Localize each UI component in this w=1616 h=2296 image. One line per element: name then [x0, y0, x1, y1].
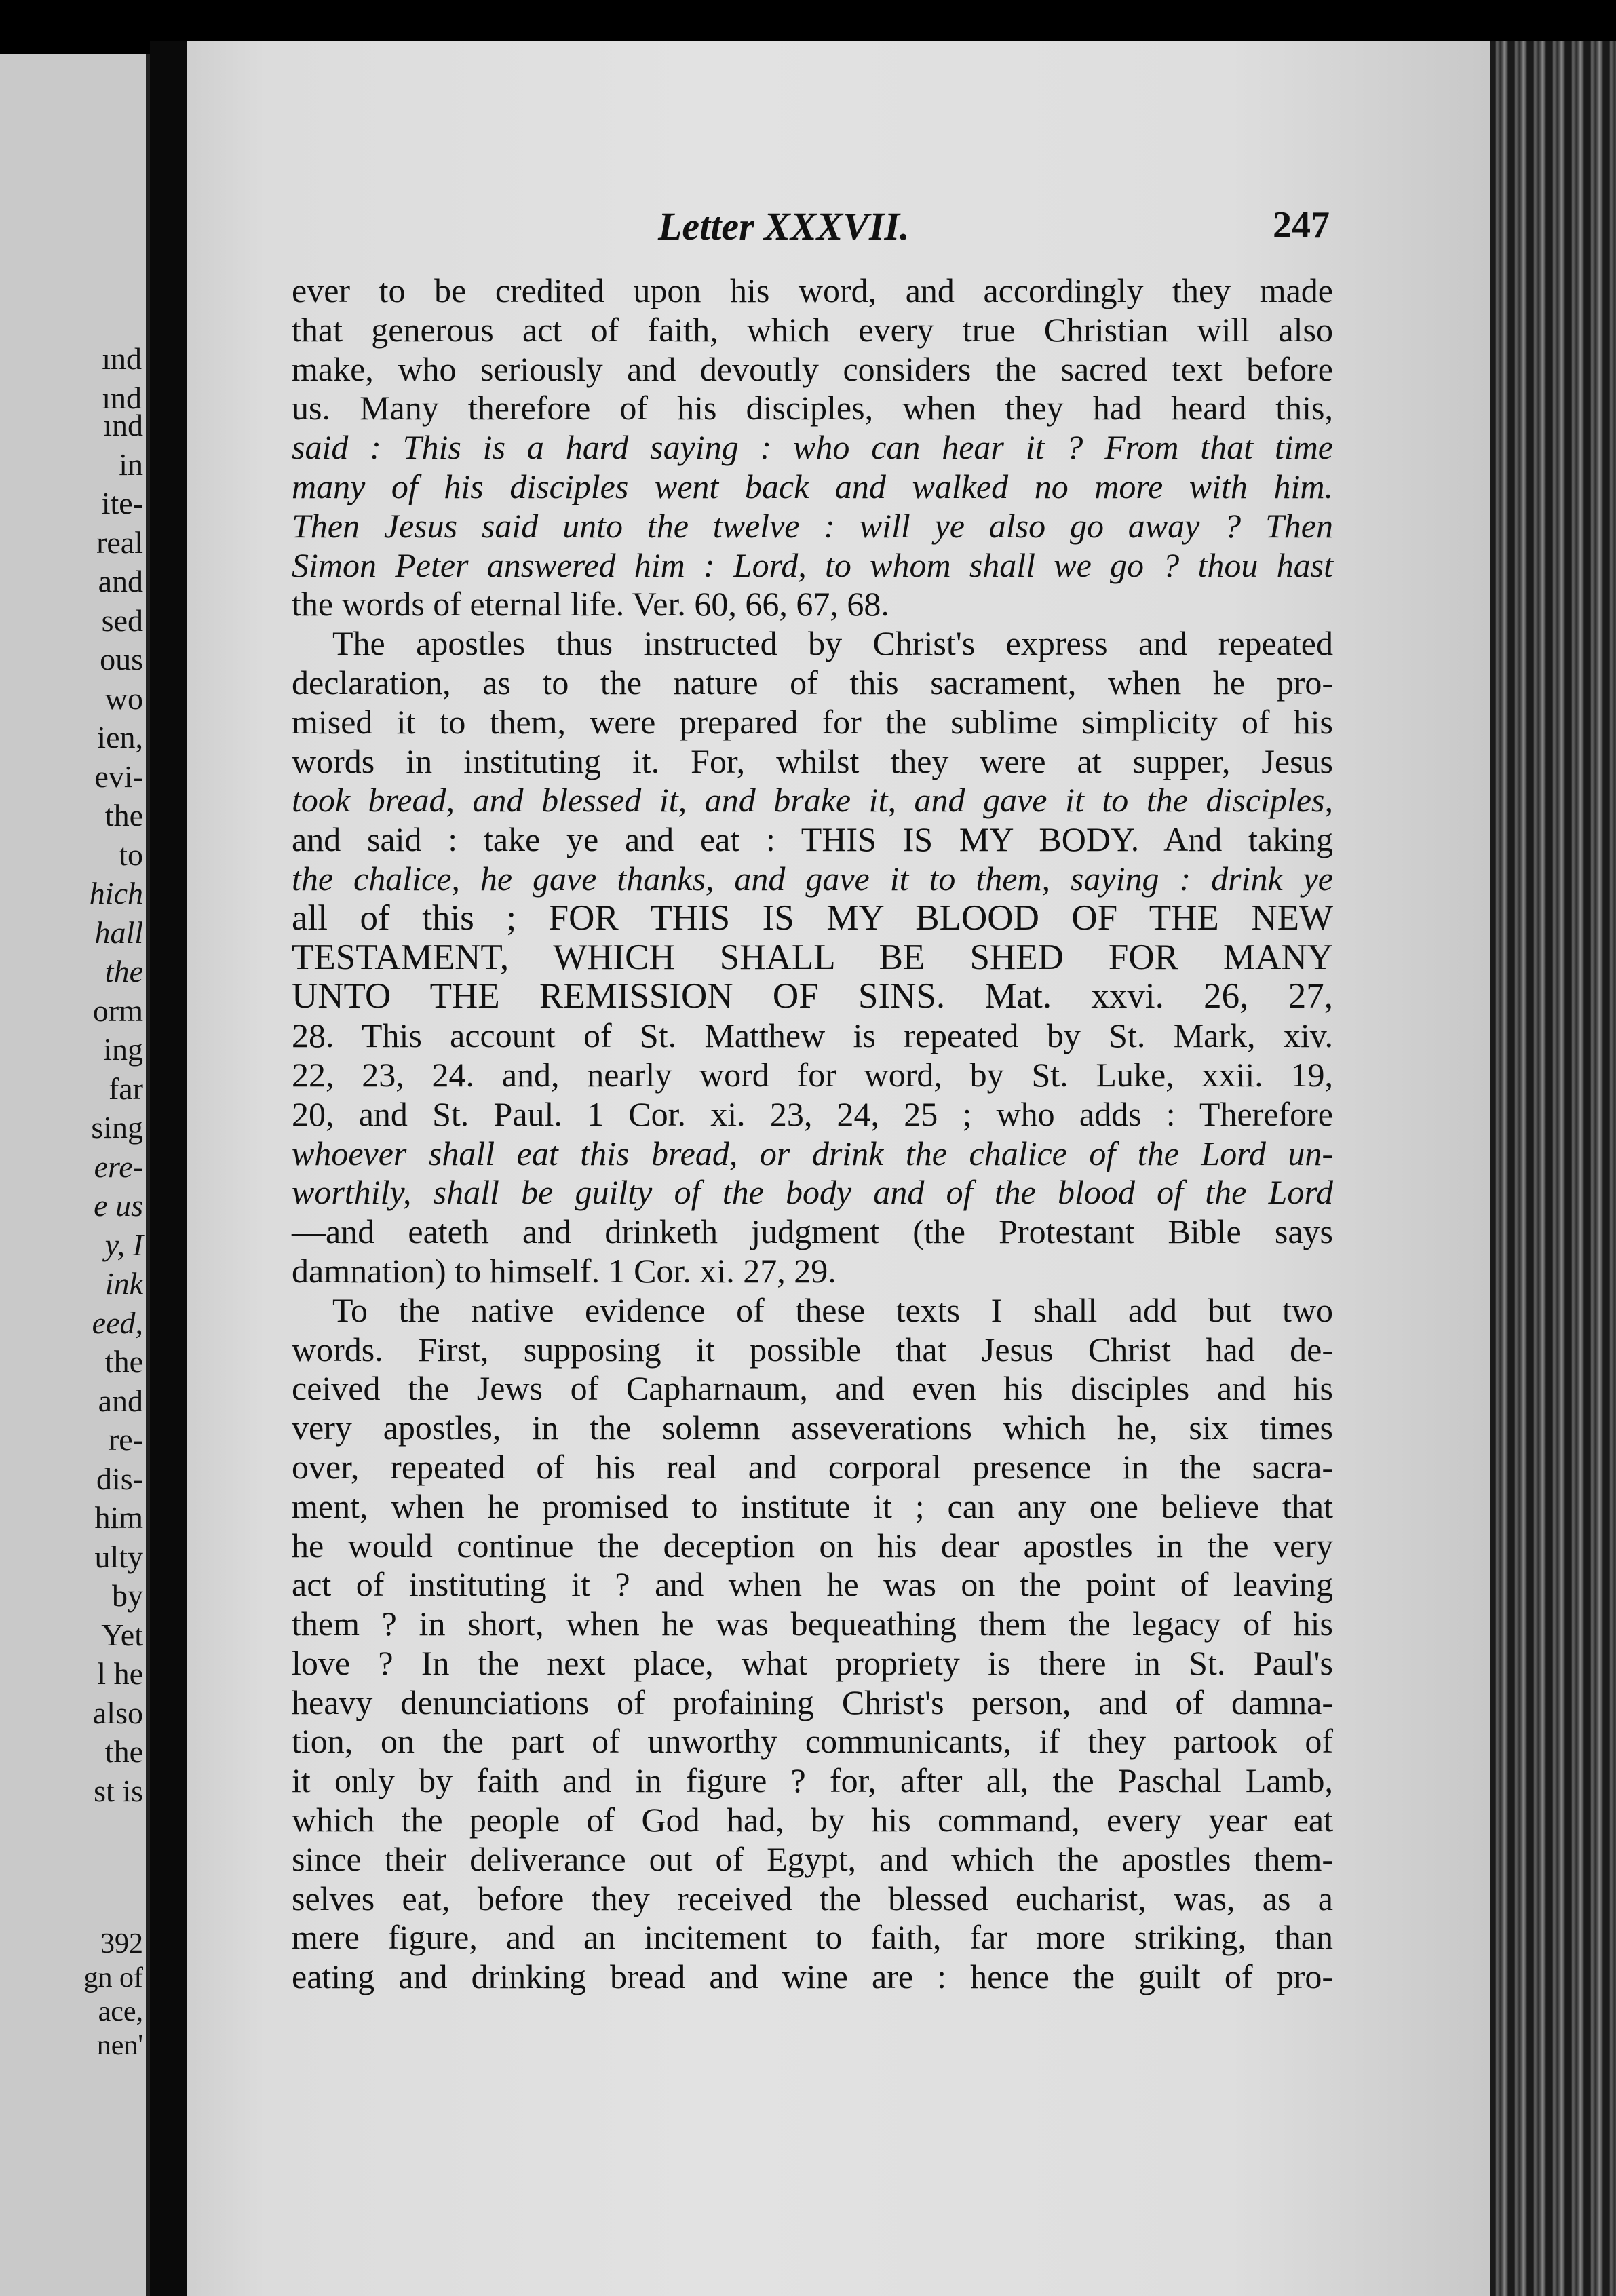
text-line: very apostles, in the solemn asseverations which he, six times	[292, 1409, 1333, 1447]
text-line: ever to be credited upon his word, and accordingly they made	[292, 271, 1333, 309]
page-edges	[1490, 41, 1616, 2296]
text-line: over, repeated of his real and corporal presence in the sacra-	[292, 1447, 1333, 1486]
facing-line: orm	[92, 993, 143, 1028]
page-header	[658, 204, 1330, 258]
facing-line: also	[92, 1695, 143, 1730]
facing-line: the	[104, 954, 143, 989]
text-line: tion, on the part of unworthy communicants, if they partook of	[292, 1722, 1333, 1761]
facing-line: real	[96, 524, 143, 560]
text-line: that generous act of faith, which every true Christian will also	[292, 310, 1333, 349]
facing-line: and	[98, 564, 143, 598]
facing-line: ink	[104, 1266, 143, 1301]
text-line: eating and drinking bread and wine are : hence the guilt of pro-	[292, 1957, 1333, 1996]
facing-line: ulty	[94, 1539, 143, 1574]
facing-line: and	[98, 1383, 143, 1418]
facing-line: far	[108, 1071, 143, 1106]
text-line: make, who seriously and devoutly considers the sacred text before	[292, 349, 1333, 388]
text-line: which the people of God had, by his command, every year eat	[292, 1801, 1333, 1839]
text-line: —and eateth and drinketh judgment (the Protestant Bible says	[292, 1212, 1333, 1251]
text-line: heavy denunciations of profaining Christ's person, and of damna-	[292, 1683, 1333, 1721]
text-line: 28. This account of St. Matthew is repeated by St. Mark, xiv.	[292, 1016, 1333, 1055]
facing-line: dis-	[96, 1461, 143, 1496]
text-line: damnation) to himself. 1 Cor. xi. 27, 29.	[292, 1251, 836, 1290]
facing-line: him	[94, 1500, 143, 1535]
text-line: said : This is a hard saying : who can hear it ? From that time	[292, 428, 1333, 467]
text-line: 20, and St. Paul. 1 Cor. xi. 23, 24, 25 ; who adds : Therefore	[292, 1094, 1333, 1133]
facing-footnote-line: gn of	[83, 1962, 143, 1993]
facing-line: e us	[94, 1188, 143, 1223]
text-line: mised it to them, were prepared for the sublime simplicity of his	[292, 702, 1333, 741]
text-line: words in instituting it. For, whilst they were at supper, Jesus	[292, 742, 1333, 780]
text-line: the words of eternal life. Ver. 60, 66, 67, 68.	[292, 585, 889, 624]
text-line: words. First, supposing it possible that Jesus Christ had de-	[292, 1330, 1333, 1369]
text-line: act of instituting it ? and when he was on the point of leaving	[292, 1565, 1333, 1604]
facing-line: eed,	[92, 1305, 143, 1340]
facing-line: the	[104, 1734, 143, 1769]
text-line: mere figure, and an incitement to faith, far more striking, than	[292, 1918, 1333, 1957]
facing-line: ien,	[97, 720, 143, 754]
facing-line: st is	[94, 1773, 143, 1808]
facing-line: ere-	[94, 1149, 143, 1184]
text-line: the chalice, he gave thanks, and gave it to them, saying : drink ye	[292, 859, 1333, 898]
text-line: selves eat, before they received the blessed eucharist, was, as a	[292, 1879, 1333, 1917]
text-line: us. Many therefore of his disciples, when they had heard this,	[292, 389, 1333, 427]
facing-line: ınd	[103, 408, 143, 442]
text-line: took bread, and blessed it, and brake it, and gave it to the disciples,	[292, 781, 1333, 820]
facing-line: Yet	[101, 1617, 143, 1652]
facing-line: the	[104, 1344, 143, 1379]
facing-line: hall	[94, 915, 143, 950]
text-line: them ? in short, when he was bequeathing them the legacy of his	[292, 1605, 1333, 1643]
facing-line: sing	[91, 1110, 143, 1145]
facing-line: ite-	[101, 486, 143, 520]
text-line: whoever shall eat this bread, or drink the chalice of the Lord un-	[292, 1134, 1333, 1172]
facing-line: in	[119, 446, 143, 482]
text-line: ment, when he promised to institute it ; can any one believe that	[292, 1487, 1333, 1525]
text-line: To the native evidence of these texts I shall add but two	[332, 1290, 1333, 1329]
facing-line: hich	[89, 876, 143, 911]
facing-page-line-ends	[90, 406, 143, 1810]
text-line: Simon Peter answered him : Lord, to whom shall we go ? thou hast	[292, 546, 1333, 584]
facing-footnote-line: nen'	[96, 2030, 143, 2061]
text-line: it only by faith and in figure ? for, after all, the Paschal Lamb,	[292, 1761, 1333, 1800]
page-number: 247	[1273, 204, 1330, 246]
facing-line: sed	[101, 602, 143, 638]
facing-line: the	[104, 798, 143, 833]
text-line: since their deliverance out of Egypt, and which the apostles them-	[292, 1839, 1333, 1878]
text-line: and said : take ye and eat : THIS IS MY BODY. And taking	[292, 820, 1333, 859]
text-line: UNTO THE REMISSION OF SINS. Mat. xxvi. 26, 27,	[292, 976, 1333, 1016]
text-line: ceived the Jews of Capharnaum, and even his disciples and his	[292, 1369, 1333, 1408]
text-line: TESTAMENT, WHICH SHALL BE SHED FOR MANY	[292, 937, 1333, 977]
text-line: declaration, as to the nature of this sacrament, when he pro-	[292, 663, 1333, 702]
text-line: 22, 23, 24. and, nearly word for word, by St. Luke, xxii. 19,	[292, 1055, 1333, 1094]
facing-line: by	[112, 1578, 143, 1613]
text-line: The apostles thus instructed by Christ's express and repeated	[332, 624, 1333, 663]
facing-line: ing	[103, 1032, 143, 1067]
text-line: worthily, shall be guilty of the body and of the blood of the Lord	[292, 1173, 1333, 1212]
facing-page-fragment: ınd	[102, 341, 142, 376]
book-gutter	[150, 41, 187, 2296]
text-line: love ? In the next place, what propriety is there in St. Paul's	[292, 1643, 1333, 1682]
facing-line: evi-	[94, 759, 143, 794]
facing-page-fragment: ınd	[102, 381, 142, 415]
text-line: all of this ; FOR THIS IS MY BLOOD OF THE NEW	[292, 898, 1333, 938]
running-head: Letter XXXVII.	[658, 204, 910, 248]
text-line: many of his disciples went back and walked no more with him.	[292, 467, 1333, 505]
text-line: Then Jesus said unto the twelve : will ye also go away ? Then	[292, 506, 1333, 545]
facing-line: l he	[97, 1656, 143, 1691]
facing-line: re-	[108, 1422, 143, 1457]
body-text	[292, 271, 1333, 1997]
facing-page	[0, 54, 150, 2296]
facing-line: to	[119, 837, 143, 872]
facing-page-footnote	[84, 1927, 144, 2063]
facing-line: ous	[100, 642, 143, 676]
facing-footnote-line: ace,	[98, 1996, 143, 2027]
facing-line: y, I	[104, 1227, 143, 1262]
facing-line: wo	[104, 681, 143, 716]
facing-footnote-line: 392	[100, 1928, 143, 1959]
text-line: he would continue the deception on his dear apostles in the very	[292, 1526, 1333, 1565]
